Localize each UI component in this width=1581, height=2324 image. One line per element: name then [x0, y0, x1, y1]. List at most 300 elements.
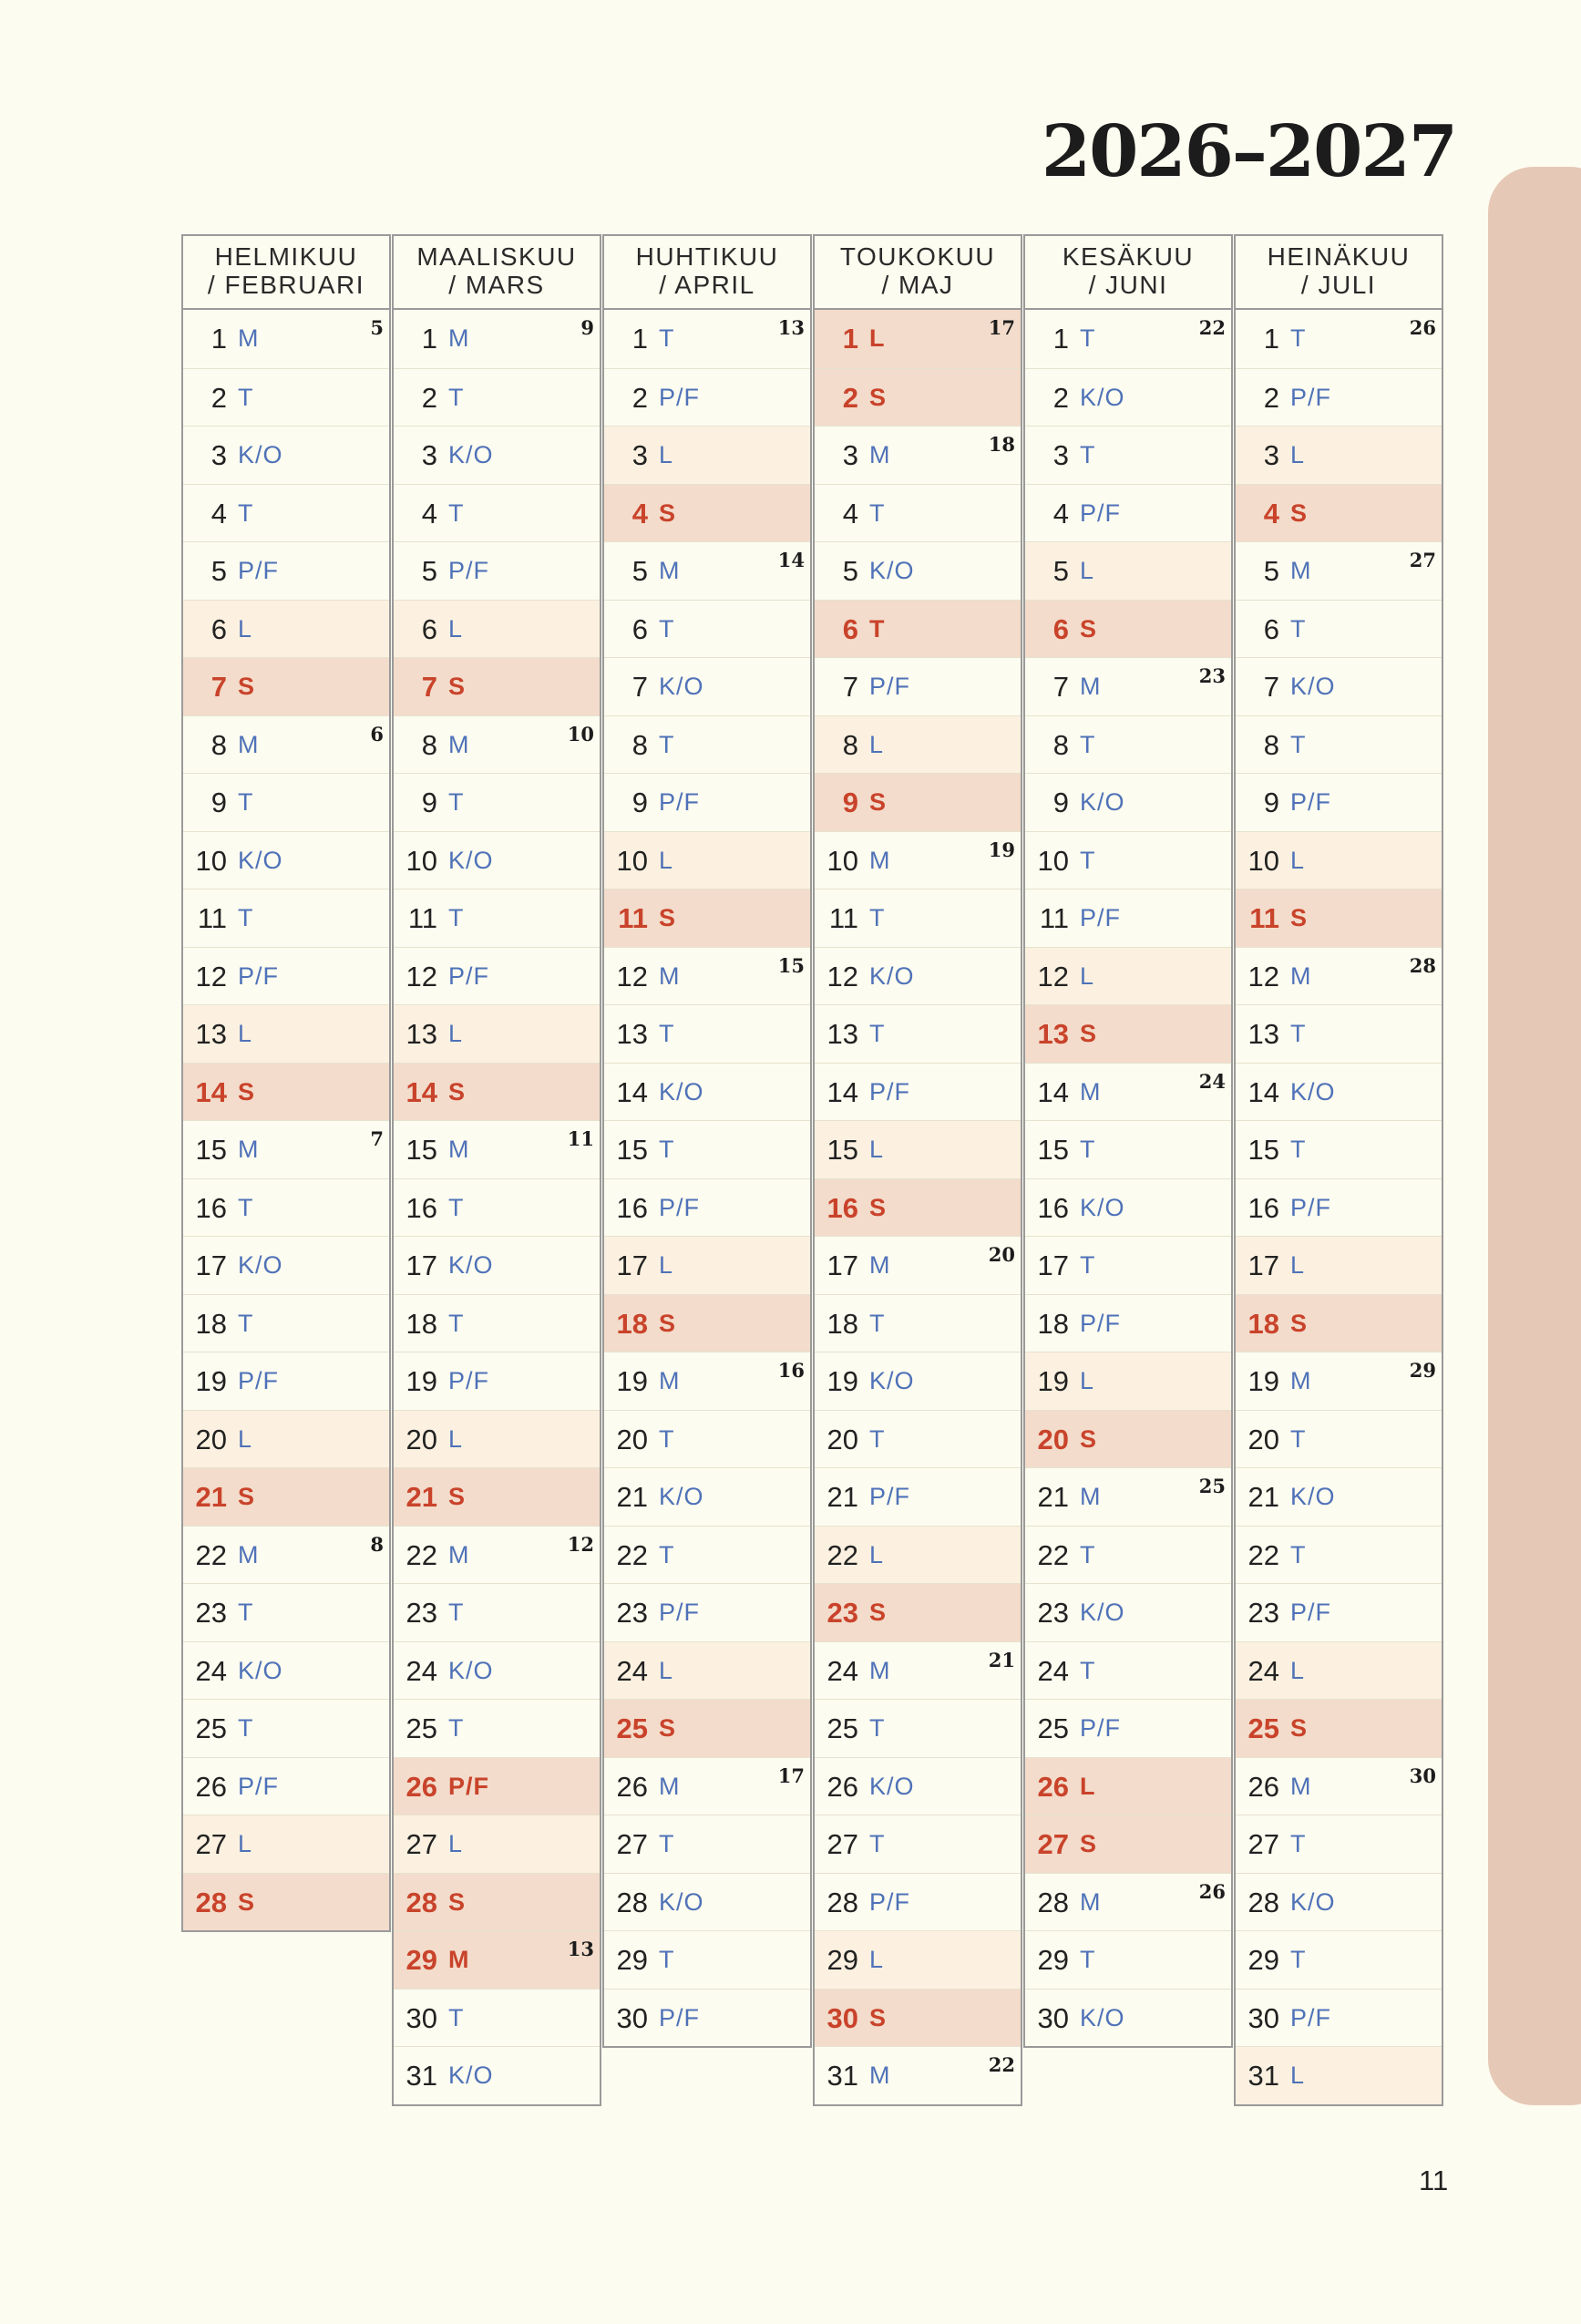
day-row — [815, 1815, 1021, 1873]
day-number: 30 — [616, 2001, 648, 2034]
day-row — [604, 541, 810, 600]
day-number: 3 — [842, 439, 858, 471]
weekday-label: P/F — [1080, 1714, 1122, 1742]
weekday-label: S — [238, 1077, 256, 1105]
weekday-label: S — [1290, 499, 1309, 527]
day-number: 22 — [195, 1538, 227, 1571]
day-number: 14 — [1037, 1075, 1069, 1108]
weekday-label: S — [869, 383, 888, 411]
month-column — [1234, 234, 1443, 2106]
day-number: 21 — [406, 1481, 437, 1513]
week-number: 11 — [567, 1127, 594, 1150]
day-number: 14 — [1247, 1075, 1279, 1108]
weekday-label: P/F — [1290, 2003, 1332, 2031]
weekday-label: L — [448, 614, 464, 643]
weekday-label: T — [1080, 730, 1096, 758]
day-number: 4 — [1052, 497, 1069, 530]
weekday-label: T — [869, 499, 886, 527]
day-row — [815, 1236, 1021, 1294]
day-row — [815, 600, 1021, 658]
day-number: 8 — [631, 728, 648, 761]
day-number: 13 — [616, 1018, 648, 1050]
day-number: 15 — [616, 1134, 648, 1166]
day-number: 7 — [421, 671, 437, 703]
weekday-label: S — [238, 1483, 256, 1510]
day-number: 8 — [1263, 728, 1279, 761]
day-number: 3 — [631, 439, 648, 471]
weekday-label: L — [869, 1136, 885, 1163]
day-row — [1236, 1467, 1442, 1526]
day-row — [394, 541, 600, 600]
weekday-label: M — [1290, 557, 1312, 584]
day-row — [394, 1989, 600, 2047]
weekday-label: T — [659, 1946, 675, 1973]
week-number: 5 — [370, 316, 384, 339]
day-number: 22 — [1037, 1538, 1069, 1571]
day-row — [604, 1583, 810, 1641]
day-number: 13 — [195, 1018, 227, 1050]
day-number: 31 — [406, 2060, 437, 2092]
day-row — [183, 1873, 389, 1931]
day-row — [1025, 1989, 1231, 2047]
weekday-label: T — [659, 324, 675, 352]
day-row — [183, 1526, 389, 1584]
day-row — [1025, 1063, 1231, 1121]
day-row — [394, 484, 600, 542]
weekday-label: M — [659, 1772, 681, 1800]
day-number: 10 — [195, 844, 227, 877]
day-number: 4 — [1263, 497, 1279, 530]
day-number: 30 — [1037, 2001, 1069, 2034]
week-number: 22 — [988, 2053, 1015, 2076]
day-number: 29 — [1247, 1944, 1279, 1976]
weekday-label: P/F — [659, 383, 701, 411]
day-row — [1236, 947, 1442, 1005]
day-number: 11 — [1249, 902, 1279, 934]
day-row — [815, 773, 1021, 831]
day-row — [1236, 1120, 1442, 1178]
weekday-label: T — [1290, 1136, 1307, 1163]
day-number: 23 — [195, 1597, 227, 1629]
day-row — [604, 1178, 810, 1237]
day-row — [1236, 773, 1442, 831]
day-row — [183, 1352, 389, 1410]
day-row — [1025, 1178, 1231, 1237]
weekday-label: L — [659, 1656, 674, 1684]
weekday-label: M — [869, 441, 891, 468]
day-number: 4 — [842, 497, 858, 530]
day-row — [604, 1063, 810, 1121]
week-number: 27 — [1409, 549, 1436, 571]
day-row — [394, 657, 600, 715]
day-row — [1025, 1930, 1231, 1989]
weekday-label: L — [659, 441, 674, 468]
weekday-label: S — [448, 1483, 467, 1510]
week-number: 20 — [988, 1243, 1015, 1266]
day-row — [394, 1410, 600, 1468]
day-row — [394, 773, 600, 831]
day-number: 2 — [210, 381, 227, 414]
weekday-label: T — [1290, 1424, 1307, 1453]
day-row — [815, 1467, 1021, 1526]
day-row — [1025, 831, 1231, 889]
day-number: 1 — [631, 323, 648, 355]
day-number: 13 — [1247, 1018, 1279, 1050]
week-number: 23 — [1198, 664, 1226, 687]
day-row — [183, 426, 389, 484]
weekday-label: T — [238, 1714, 254, 1742]
week-number: 8 — [370, 1532, 384, 1556]
day-row — [815, 368, 1021, 427]
weekday-label: T — [448, 1193, 465, 1221]
day-row — [183, 1757, 389, 1815]
day-number: 17 — [406, 1249, 437, 1281]
weekday-label: L — [238, 1020, 253, 1047]
day-number: 7 — [631, 671, 648, 703]
month-name: MAALISKUU — [416, 242, 577, 271]
weekday-label: M — [1290, 1772, 1312, 1800]
day-row — [1236, 1641, 1442, 1700]
month-column — [813, 234, 1022, 2106]
month-column — [1023, 234, 1233, 2048]
day-row — [1236, 600, 1442, 658]
day-row — [1025, 773, 1231, 831]
weekday-label: P/F — [448, 1367, 490, 1394]
day-number: 7 — [210, 671, 227, 703]
month-name: HEINÄKUU — [1267, 242, 1411, 271]
month-header — [815, 236, 1021, 310]
weekday-label: S — [448, 1887, 467, 1916]
day-number: 20 — [826, 1423, 858, 1455]
day-row — [815, 426, 1021, 484]
day-row — [394, 426, 600, 484]
day-row — [183, 773, 389, 831]
weekday-label: K/O — [1080, 1599, 1125, 1626]
day-row — [394, 1178, 600, 1237]
day-number: 30 — [826, 2001, 858, 2034]
day-row — [815, 541, 1021, 600]
weekday-label: M — [448, 1946, 470, 1973]
day-row — [815, 1641, 1021, 1700]
week-number: 17 — [777, 1764, 805, 1787]
day-row — [1025, 541, 1231, 600]
weekday-label: T — [238, 1599, 254, 1626]
weekday-label: M — [1290, 961, 1312, 990]
day-row — [183, 1294, 389, 1352]
day-number: 25 — [1037, 1712, 1069, 1744]
week-number: 21 — [988, 1648, 1015, 1671]
day-number: 19 — [195, 1365, 227, 1397]
day-row — [183, 484, 389, 542]
weekday-label: P/F — [448, 1772, 490, 1800]
weekday-label: T — [869, 904, 886, 931]
weekday-label: K/O — [1290, 673, 1336, 700]
day-row — [183, 1063, 389, 1121]
day-row — [815, 1120, 1021, 1178]
day-row — [183, 889, 389, 947]
day-row — [815, 1583, 1021, 1641]
weekday-label: K/O — [1080, 383, 1125, 411]
weekday-label: T — [448, 499, 465, 527]
weekday-label: T — [659, 1136, 675, 1163]
day-row — [394, 1120, 600, 1178]
weekday-label: L — [1080, 961, 1095, 990]
day-row — [1236, 1178, 1442, 1237]
weekday-label: T — [869, 1714, 886, 1742]
weekday-label: T — [869, 1020, 886, 1047]
day-row — [604, 1526, 810, 1584]
weekday-label: L — [659, 846, 674, 874]
day-number: 6 — [842, 612, 858, 645]
day-number: 5 — [1263, 555, 1279, 587]
day-row — [394, 1004, 600, 1063]
day-row — [1236, 1410, 1442, 1468]
weekday-label: K/O — [659, 1887, 704, 1916]
weekday-label: L — [1080, 1772, 1096, 1800]
weekday-label: L — [1290, 441, 1306, 468]
day-number: 20 — [1247, 1423, 1279, 1455]
week-number: 30 — [1409, 1764, 1436, 1787]
day-row — [183, 947, 389, 1005]
day-number: 16 — [1037, 1191, 1069, 1224]
day-row — [183, 1583, 389, 1641]
day-row — [604, 1004, 810, 1063]
day-number: 4 — [210, 497, 227, 530]
weekday-label: L — [448, 1020, 464, 1047]
weekday-label: S — [238, 673, 256, 700]
day-row — [1025, 1004, 1231, 1063]
weekday-label: L — [1290, 1656, 1306, 1684]
day-row — [604, 310, 810, 368]
day-number: 9 — [1263, 787, 1279, 818]
day-number: 30 — [1247, 2001, 1279, 2034]
day-number: 6 — [1263, 612, 1279, 645]
weekday-label: M — [448, 1136, 470, 1163]
day-number: 14 — [195, 1075, 227, 1108]
day-row — [815, 1294, 1021, 1352]
day-number: 15 — [1037, 1134, 1069, 1166]
day-number: 19 — [616, 1365, 648, 1397]
weekday-label: K/O — [659, 1483, 704, 1510]
day-row — [1236, 426, 1442, 484]
weekday-label: T — [1080, 1251, 1096, 1279]
weekday-label: P/F — [1080, 1309, 1122, 1337]
weekday-label: L — [659, 1251, 674, 1279]
weekday-label: L — [238, 614, 253, 643]
day-row — [394, 1236, 600, 1294]
day-number: 8 — [210, 728, 227, 761]
day-number: 16 — [826, 1191, 858, 1224]
day-row — [183, 1236, 389, 1294]
day-row — [183, 541, 389, 600]
weekday-label: S — [869, 1599, 888, 1626]
day-number: 11 — [618, 902, 648, 934]
day-row — [1236, 715, 1442, 774]
day-number: 20 — [195, 1423, 227, 1455]
day-row — [1025, 1294, 1231, 1352]
weekday-label: K/O — [869, 961, 915, 990]
weekday-label: L — [1290, 846, 1306, 874]
day-number: 17 — [195, 1249, 227, 1281]
weekday-label: P/F — [1290, 1599, 1332, 1626]
day-number: 18 — [406, 1307, 437, 1340]
month-subname: / JUNI — [1088, 271, 1168, 299]
day-row — [815, 1873, 1021, 1931]
month-subname: / MARS — [448, 271, 545, 299]
weekday-label: S — [1080, 1424, 1098, 1453]
month-name: TOUKOKUU — [839, 242, 996, 271]
weekday-label: M — [448, 324, 470, 352]
weekday-label: T — [1290, 1830, 1307, 1857]
weekday-label: K/O — [448, 1251, 494, 1279]
weekday-label: M — [869, 1251, 891, 1279]
weekday-label: M — [659, 961, 681, 990]
weekday-label: T — [1080, 1136, 1096, 1163]
day-number: 31 — [826, 2060, 858, 2092]
weekday-label: M — [238, 324, 260, 352]
day-row — [183, 1641, 389, 1700]
day-row — [1025, 1467, 1231, 1526]
weekday-label: S — [659, 904, 677, 931]
day-row — [604, 1236, 810, 1294]
day-number: 18 — [616, 1307, 648, 1340]
day-row — [1236, 1004, 1442, 1063]
page-number: 11 — [1419, 2165, 1449, 2196]
day-row — [604, 1699, 810, 1757]
day-row — [1236, 2046, 1442, 2104]
weekday-label: S — [1080, 614, 1098, 643]
day-number: 15 — [406, 1134, 437, 1166]
weekday-label: P/F — [238, 1367, 280, 1394]
day-number: 29 — [1037, 1944, 1069, 1976]
weekday-label: S — [448, 673, 467, 700]
day-number: 15 — [1247, 1134, 1279, 1166]
weekday-label: S — [238, 1887, 256, 1916]
day-number: 24 — [616, 1654, 648, 1687]
weekday-label: T — [869, 1424, 886, 1453]
day-row — [1025, 1815, 1231, 1873]
day-row — [183, 1815, 389, 1873]
day-row — [604, 1989, 810, 2047]
weekday-label: T — [869, 1830, 886, 1857]
day-row — [604, 600, 810, 658]
weekday-label: P/F — [869, 1077, 911, 1105]
day-number: 22 — [826, 1538, 858, 1571]
day-row — [1025, 715, 1231, 774]
weekday-label: M — [238, 730, 260, 758]
day-number: 9 — [1052, 787, 1069, 818]
day-number: 11 — [828, 902, 858, 934]
day-number: 24 — [406, 1654, 437, 1687]
day-number: 12 — [826, 960, 858, 992]
weekday-label: P/F — [238, 1772, 280, 1800]
weekday-label: P/F — [448, 557, 490, 584]
day-number: 24 — [826, 1654, 858, 1687]
day-number: 12 — [616, 960, 648, 992]
weekday-label: T — [238, 788, 254, 816]
day-number: 28 — [826, 1886, 858, 1918]
day-number: 9 — [631, 787, 648, 818]
weekday-label: T — [869, 614, 886, 643]
day-number: 10 — [826, 844, 858, 877]
day-number: 5 — [631, 555, 648, 587]
weekday-label: P/F — [659, 788, 701, 816]
day-number: 21 — [195, 1481, 227, 1513]
day-number: 23 — [616, 1597, 648, 1629]
side-tab — [1488, 167, 1581, 2105]
day-row — [604, 1930, 810, 1989]
month-header — [183, 236, 389, 310]
weekday-label: K/O — [448, 1656, 494, 1684]
day-number: 25 — [826, 1712, 858, 1744]
weekday-label: T — [448, 1309, 465, 1337]
day-number: 5 — [1052, 555, 1069, 587]
month-name: HELMIKUU — [214, 242, 358, 271]
month-subname: / MAJ — [881, 271, 954, 299]
day-row — [604, 368, 810, 427]
day-row — [604, 773, 810, 831]
day-row — [394, 1583, 600, 1641]
weekday-label: S — [1080, 1830, 1098, 1857]
day-row — [604, 715, 810, 774]
day-number: 25 — [616, 1712, 648, 1744]
weekday-label: K/O — [1290, 1077, 1336, 1105]
day-row — [604, 1873, 810, 1931]
day-row — [604, 1815, 810, 1873]
week-number: 29 — [1409, 1359, 1436, 1382]
month-subname: / APRIL — [659, 271, 755, 299]
day-row — [1236, 1757, 1442, 1815]
day-number: 21 — [1247, 1481, 1279, 1513]
day-row — [604, 1120, 810, 1178]
week-number: 9 — [580, 316, 594, 339]
weekday-label: T — [1080, 846, 1096, 874]
day-number: 19 — [826, 1365, 858, 1397]
day-number: 18 — [1247, 1307, 1279, 1340]
weekday-label: M — [1080, 1483, 1102, 1510]
day-number: 8 — [842, 728, 858, 761]
day-row — [1025, 1699, 1231, 1757]
day-row — [1025, 947, 1231, 1005]
weekday-label: K/O — [1080, 2003, 1125, 2031]
day-row — [815, 1352, 1021, 1410]
month-header — [604, 236, 810, 310]
day-number: 23 — [1037, 1597, 1069, 1629]
day-row — [394, 2046, 600, 2104]
weekday-label: M — [869, 846, 891, 874]
weekday-label: P/F — [1290, 1193, 1332, 1221]
day-number: 2 — [631, 381, 648, 414]
day-row — [1025, 657, 1231, 715]
day-row — [1025, 1236, 1231, 1294]
day-row — [183, 1004, 389, 1063]
day-row — [815, 947, 1021, 1005]
day-row — [1236, 541, 1442, 600]
day-row — [1025, 1757, 1231, 1815]
day-row — [1025, 1352, 1231, 1410]
day-row — [815, 1063, 1021, 1121]
day-number: 15 — [195, 1134, 227, 1166]
day-row — [183, 1467, 389, 1526]
weekday-label: M — [448, 730, 470, 758]
day-number: 10 — [1037, 844, 1069, 877]
week-number: 6 — [370, 722, 384, 746]
day-number: 14 — [616, 1075, 648, 1108]
week-number: 28 — [1409, 953, 1436, 977]
day-row — [815, 1410, 1021, 1468]
day-number: 8 — [1052, 728, 1069, 761]
day-number: 23 — [406, 1597, 437, 1629]
